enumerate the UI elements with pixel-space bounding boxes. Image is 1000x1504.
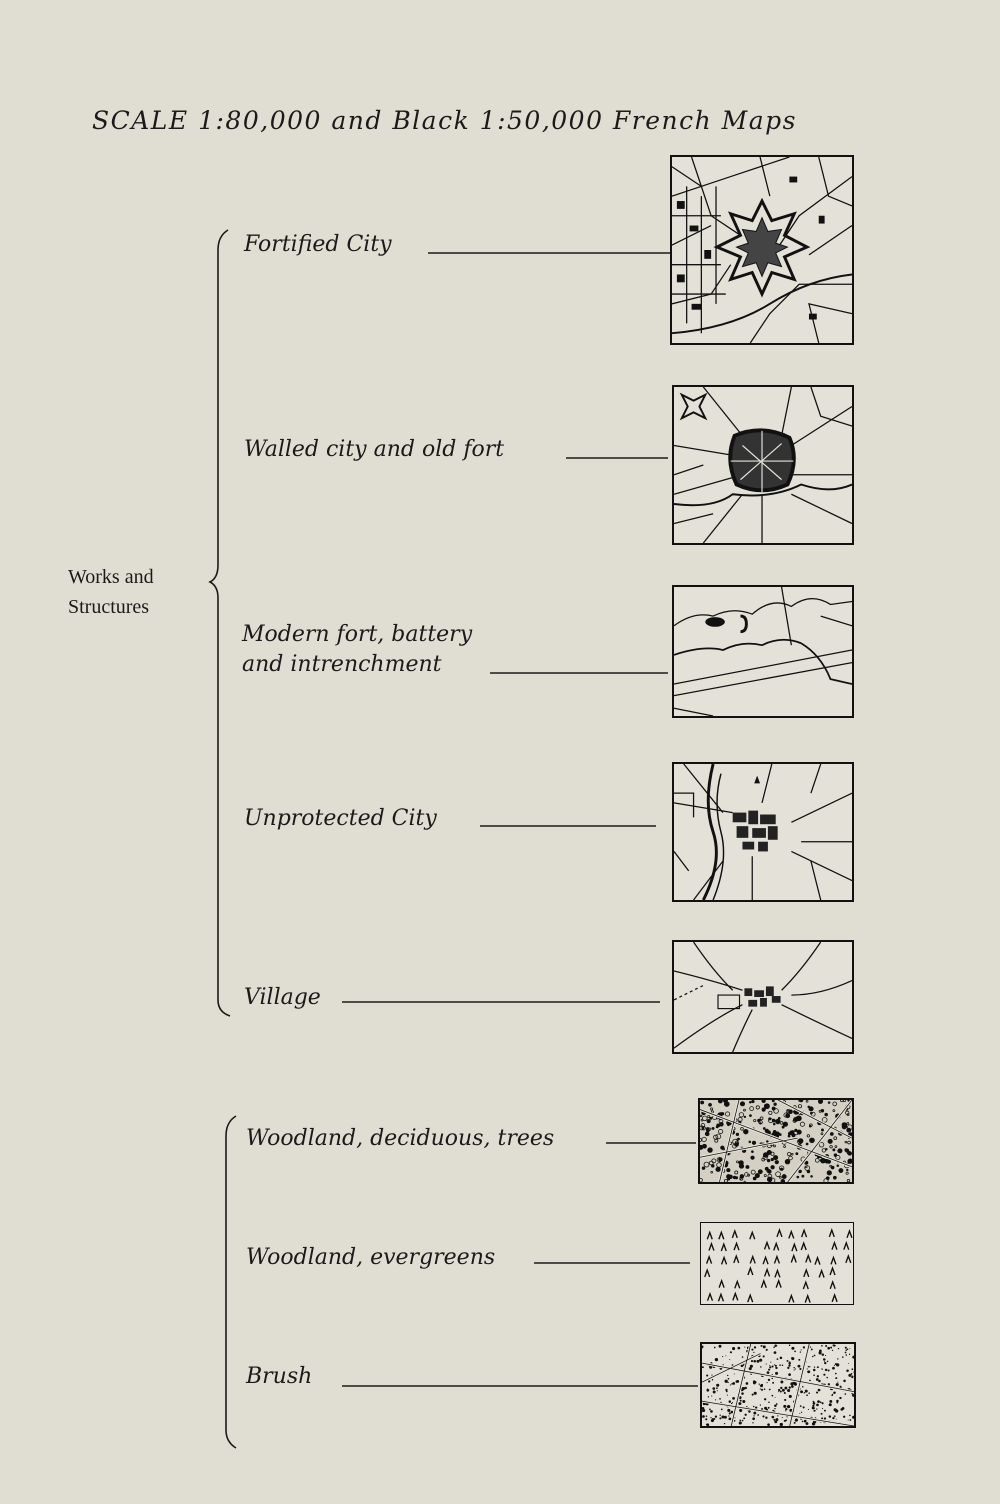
works-structures-label: [68, 562, 208, 622]
page-title: SCALE 1:80,000 and Black 1:50,000 French Maps: [92, 106, 798, 135]
label-village: Village: [244, 985, 321, 1010]
group-label-line1: Works and: [68, 566, 154, 588]
group-label-line2: Structures: [68, 596, 150, 618]
fortified-city-map-icon: [670, 155, 854, 345]
brush-pattern-icon: [700, 1342, 856, 1428]
label-modern-fort-line1: Modern fort, battery: [242, 622, 473, 647]
village-map-icon: [672, 940, 854, 1054]
evergreen-woodland-pattern-icon: [700, 1222, 854, 1305]
walled-city-map-icon: [672, 385, 854, 545]
label-brush: Brush: [246, 1364, 313, 1389]
woodland-brace: [226, 1116, 236, 1448]
deciduous-woodland-pattern-icon: [698, 1098, 854, 1184]
label-modern-fort-line2: and intrenchment: [242, 652, 442, 677]
works-brace: [210, 230, 230, 1016]
unprotected-city-map-icon: [672, 762, 854, 902]
label-evergreens: Woodland, evergreens: [246, 1245, 496, 1270]
label-unprotected-city: Unprotected City: [244, 806, 437, 831]
label-deciduous: Woodland, deciduous, trees: [246, 1126, 555, 1151]
label-walled-city: Walled city and old fort: [244, 437, 505, 462]
label-fortified-city: Fortified City: [244, 232, 392, 257]
label-modern-fort: [242, 620, 472, 680]
modern-fort-map-icon: [672, 585, 854, 718]
